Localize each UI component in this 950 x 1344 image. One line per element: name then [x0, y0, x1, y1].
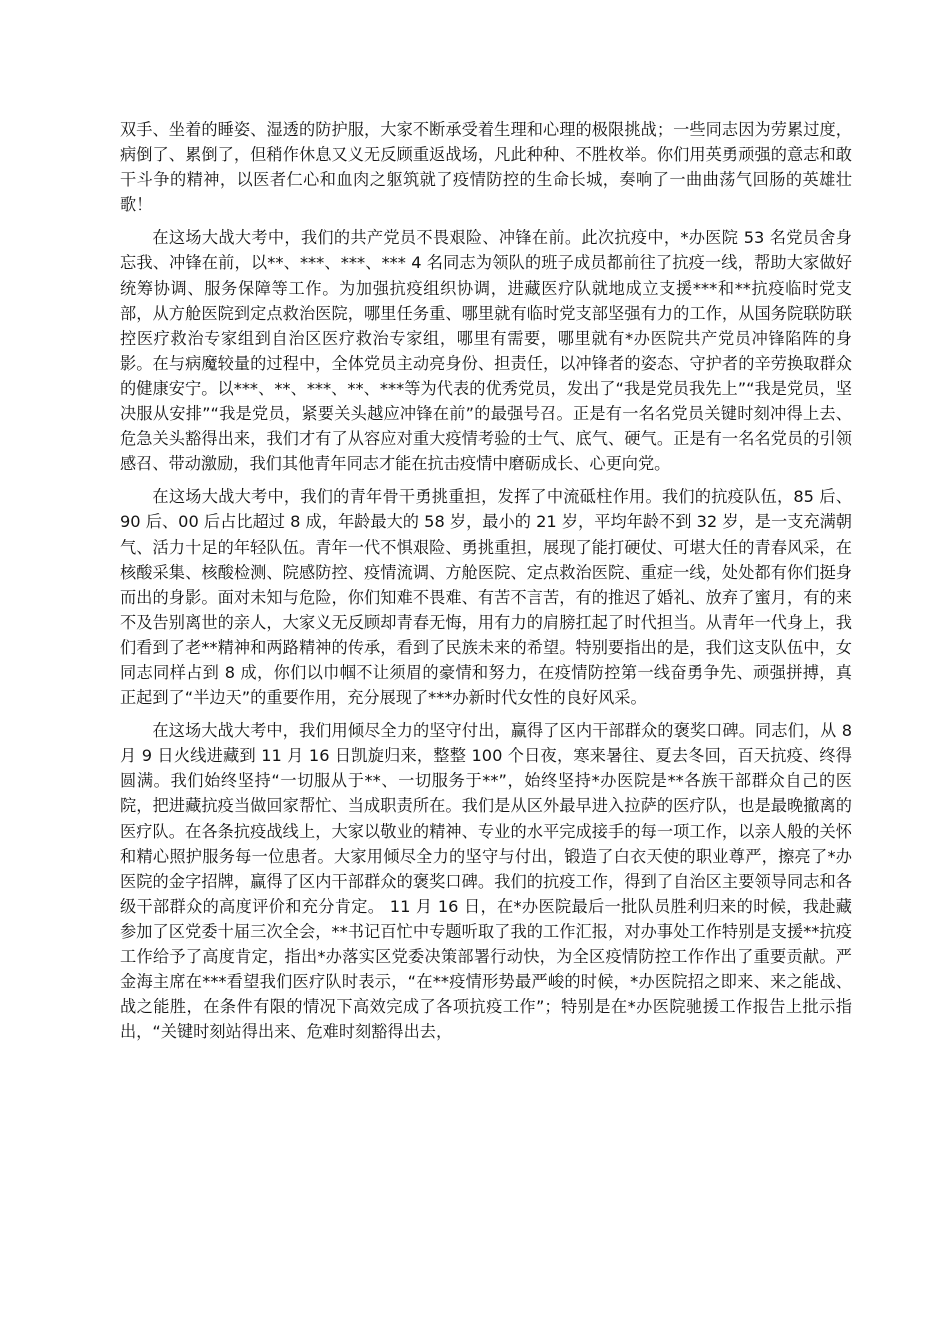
paragraph-3: 在这场大战大考中，我们的青年骨干勇挑重担，发挥了中流砥柱作用。我们的抗疫队伍，85 后、90 后、00 后占比超过 8 成，年龄最大的 58 岁，最小的 21 岁，平均年龄不到 32 岁，是一支充满朝气、活力十足的年轻队伍。青年一代不惧艰险、勇挑重担，展现了能打硬仗、可堪大任的青春风采，在核酸采集、核酸检测、院感防控、疫情流调、方舱医院、定点救治医院、重症一线，处处都有你们挺身而出的身影。面对未知与危险，你们知难不畏难、有苦不言苦，有的推迟了婚礼、放弃了蜜月，有的来不及告别离世的亲人，大家义无反顾却青春无悔，用有力的肩膀扛起了时代担当。从青年一代身上，我们看到了老**精神和两路精神的传承，看到了民族未来的希望。特别要指出的是，我们这支队伍中，女同志同样占到 8 成，你们以巾帼不让须眉的豪情和努力，在疫情防控第一线奋勇争先、顽强拼搏，真正起到了“半边天”的重要作用，充分展现了***办新时代女性的良好风采。 [120, 487, 852, 708]
paragraph-1: 双手、坐着的睡姿、湿透的防护服，大家不断承受着生理和心理的极限挑战；一些同志因为劳累过度，病倒了、累倒了，但稍作休息又义无反顾重返战场，凡此种种、不胜枚举。你们用英勇顽强的意志和敢干斗争的精神，以医者仁心和血肉之躯筑就了疫情防控的生命长城，奏响了一曲曲荡气回肠的英雄壮歌！ [120, 120, 852, 215]
document-page [120, 117, 852, 1052]
paragraph-2: 在这场大战大考中，我们的共产党员不畏艰险、冲锋在前。此次抗疫中，*办医院 53 名党员舍身忘我、冲锋在前，以**、***、***、*** 4 名同志为领队的班子成员都前往了抗疫一线，帮助大家做好统筹协调、服务保障等工作。为加强抗疫组织协调，进藏医疗队就地成立支援***和**抗疫临时党支部，从方舱医院到定点救治医院，哪里任务重、哪里就有临时党支部坚强有力的工作，从国务院联防联控医疗救治专家组到自治区医疗救治专家组，哪里有需要，哪里就有*办医院共产党员冲锋陷阵的身影。在与病魔较量的过程中，全体党员主动亮身份、担责任，以冲锋者的姿态、守护者的辛劳换取群众的健康安宁。以***、**、***、**、***等为代表的优秀党员，发出了“我是党员我先上”“我是党员，坚决服从安排”“我是党员，紧要关头越应冲锋在前”的最强号召。正是有一名名党员关键时刻冲得上去、危急关头豁得出来，我们才有了从容应对重大疫情考验的士气、底气、硬气。正是有一名名党员的引领感召、带动激励，我们其他青年同志才能在抗击疫情中磨砺成长、心更向党。 [120, 228, 852, 474]
paragraph-4: 在这场大战大考中，我们用倾尽全力的坚守付出，赢得了区内干部群众的褒奖口碑。同志们，从 8 月 9 日火线进藏到 11 月 16 日凯旋归来，整整 100 个日夜，寒来暑往、夏去冬回，百天抗疫、终得圆满。我们始终坚持“一切服从于**、一切服务于**”，始终坚持*办医院是**各族干部群众自己的医院，把进藏抗疫当做回家帮忙、当成职责所在。我们是从区外最早进入拉萨的医疗队，也是最晚撤离的医疗队。在各条抗疫战线上，大家以敬业的精神、专业的水平完成接手的每一项工作，以亲人般的关怀和精心照护服务每一位患者。大家用倾尽全力的坚守与付出，锻造了白衣天使的职业尊严，擦亮了*办医院的金字招牌，赢得了区内干部群众的褒奖口碑。我们的抗疫工作，得到了自治区主要领导同志和各级干部群众的高度评价和充分肯定。 11 月 16 日，在*办医院最后一批队员胜利归来的时候，我赴藏参加了区党委十届三次全会，**书记百忙中专题听取了我的工作汇报，对办事处工作特别是支援**抗疫工作给予了高度肯定，指出*办落实区党委决策部署行动快，为全区疫情防控工作作出了重要贡献。严金海主席在***看望我们医疗队时表示，“在**疫情形势最严峻的时候，*办医院招之即来、来之能战、战之能胜，在条件有限的情况下高效完成了各项抗疫工作”；特别是在*办医院驰援工作报告上批示指出，“关键时刻站得出来、危难时刻豁得出去， [120, 721, 852, 1042]
